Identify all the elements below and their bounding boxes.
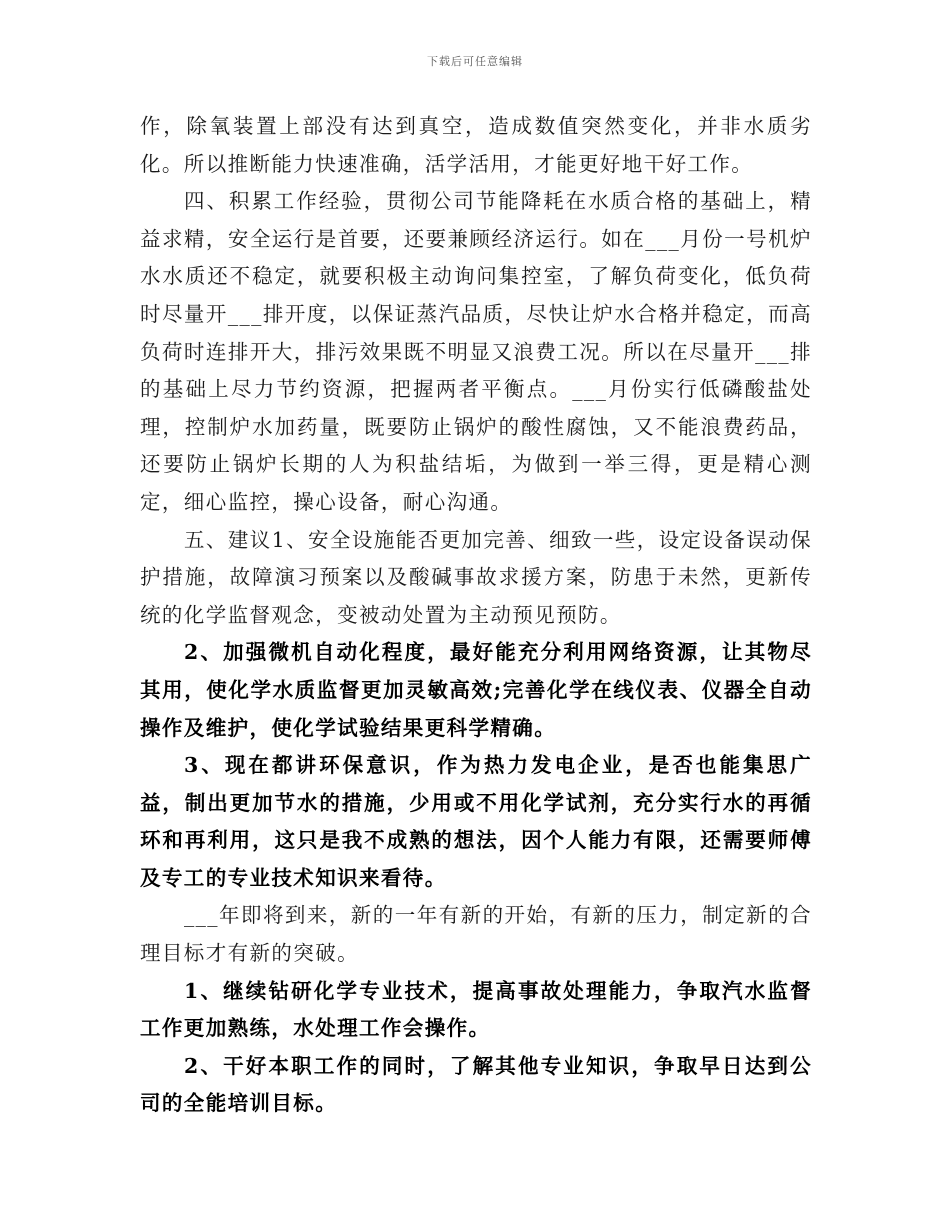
document-body xyxy=(140,108,812,1123)
paragraph-continuation: 作，除氧装置上部没有达到真空，造成数值突然变化，并非水质劣化。所以推断能力快速准确，活学活用，才能更好地干好工作。 xyxy=(140,114,812,176)
paragraph-section-five: 五、建议1、安全设施能否更加完善、细致一些，设定设备误动保护措施，故障演习预案以及酸碱事故求援方案，防患于未然，更新传统的化学监督观念，变被动处置为主动预见预防。 xyxy=(140,527,812,627)
paragraph-goal-two: 2、干好本职工作的同时，了解其他专业知识，争取早日达到公司的全能培训目标。 xyxy=(140,1053,812,1116)
paragraph-section-four: 四、积累工作经验，贯彻公司节能降耗在水质合格的基础上，精益求精，安全运行是首要，还要兼顾经济运行。如在___月份一号机炉水水质还不稳定，就要积极主动询问集控室，了解负荷变化，低负荷时尽量开___排开度，以保证蒸汽品质，尽快让炉水合格并稳定，而高负荷时连排开大，排污效果既不明显又浪费工况。所以在尽量开___排的基础上尽力节约资源，把握两者平衡点。___月份实行低磷酸盐处理，控制炉水加药量，既要防止锅炉的酸性腐蚀，又不能浪费药品，还要防止锅炉长期的人为积盐结垢，为做到一举三得，更是精心测定，细心监控，操心设备，耐心沟通。 xyxy=(140,189,812,514)
paragraph-suggestion-two: 2、加强微机自动化程度，最好能充分利用网络资源，让其物尽其用，使化学水质监督更加灵敏高效;完善化学在线仪表、仪器全自动操作及维护，使化学试验结果更科学精确。 xyxy=(140,640,812,740)
paragraph-goal-one: 1、继续钻研化学专业技术，提高事故处理能力，争取汽水监督工作更加熟练，水处理工作会操作。 xyxy=(140,978,812,1041)
paragraph-new-year: ___年即将到来，新的一年有新的开始，有新的压力，制定新的合理目标才有新的突破。 xyxy=(140,903,812,966)
paragraph-suggestion-three: 3、现在都讲环保意识，作为热力发电企业，是否也能集思广益，制出更加节水的措施，少用或不用化学试剂，充分实行水的再循环和再利用，这只是我不成熟的想法，因个人能力有限，还需要师傅及专工的专业技术知识来看待。 xyxy=(140,753,812,890)
page-header: 下载后可任意编辑 xyxy=(427,55,523,68)
